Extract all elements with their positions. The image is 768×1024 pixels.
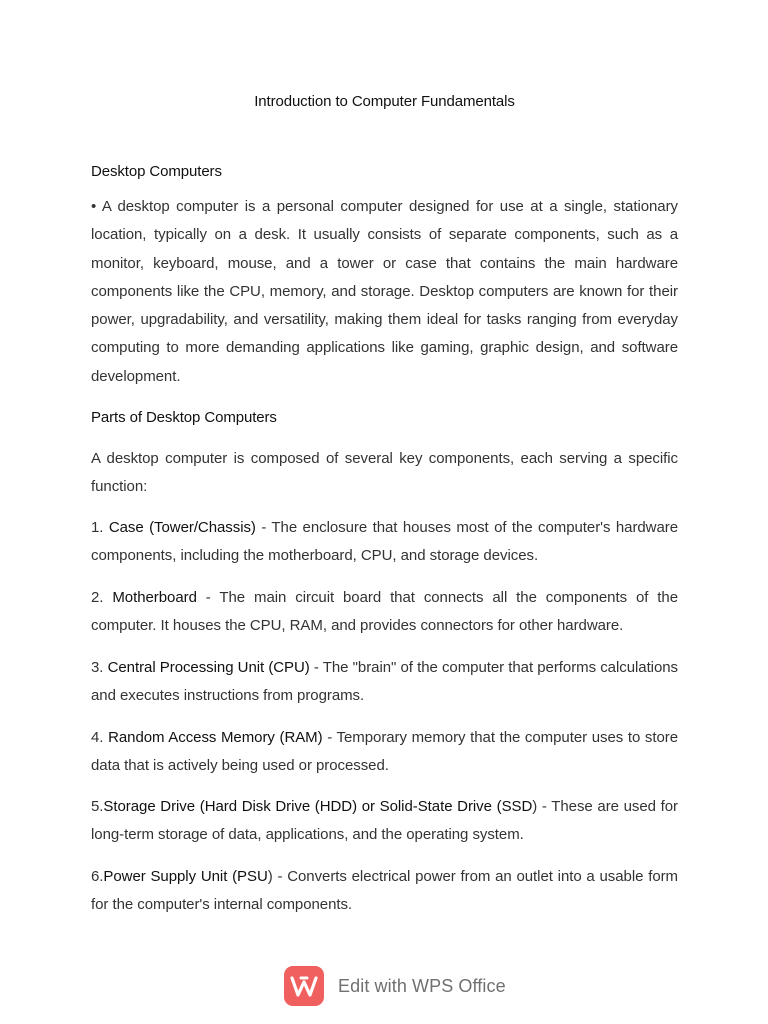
list-item-number: 3. xyxy=(91,659,104,676)
section-heading-desktop-computers: Desktop Computers xyxy=(91,163,222,180)
list-item-number: 1. xyxy=(91,519,104,536)
list-item-cpu xyxy=(91,654,678,711)
list-item-term: Central Processing Unit (CPU) xyxy=(107,659,310,676)
list-item-number: 2. xyxy=(91,589,104,606)
list-item-term: Storage Drive (Hard Disk Drive (HDD) or Solid-State Drive (SSD xyxy=(103,798,533,815)
section-heading-parts: Parts of Desktop Computers xyxy=(91,409,277,426)
list-item-term: Random Access Memory (RAM) xyxy=(108,729,323,746)
list-item-motherboard xyxy=(91,584,678,641)
list-item-description: ) - These are used for long-term storage of data, applications, and the operating system. xyxy=(91,798,678,844)
list-item-number: 6. xyxy=(91,868,104,885)
list-item-term: Case (Tower/Chassis) xyxy=(108,519,256,536)
wps-edit-banner[interactable] xyxy=(284,964,506,1008)
desktop-computers-paragraph: • A desktop computer is a personal computer designed for use at a single, stationary location, typically on a desk. It usually consists of separate components, such as a monitor, keyboard, mouse, and a tower or case that contains the main hardware components like the CPU, memory, and storage. Desktop computers are known for their power, upgradability, and versatility, making them ideal for tasks ranging from everyday computing to more demanding applications like gaming, graphic design, and software development. xyxy=(91,198,678,385)
list-item-description: - The enclosure that houses most of the computer's hardware components, including the motherboard, CPU, and storage devices. xyxy=(91,519,678,565)
list-item-psu xyxy=(91,863,678,920)
list-item-storage xyxy=(91,793,678,850)
list-item-term: Power Supply Unit (PSU xyxy=(103,868,268,885)
list-item-description: - The "brain" of the computer that performs calculations and executes instructions from programs. xyxy=(91,659,678,705)
list-item-case xyxy=(91,514,678,571)
list-item-description: ) - Converts electrical power from an outlet into a usable form for the computer's internal components. xyxy=(91,868,679,914)
list-item-number: 5. xyxy=(91,798,104,815)
list-item-description: - Temporary memory that the computer uses to store data that is actively being used or processed. xyxy=(91,729,678,775)
list-item-term: Motherboard xyxy=(112,589,197,606)
document-title: Introduction to Computer Fundamentals xyxy=(254,93,515,110)
parts-intro-paragraph: A desktop computer is composed of several key components, each serving a specific function: xyxy=(91,450,678,496)
wps-office-logo-icon xyxy=(284,966,324,1006)
list-item-number: 4. xyxy=(91,729,104,746)
list-item-ram xyxy=(91,724,678,781)
edit-with-wps-label: Edit with WPS Office xyxy=(338,975,506,996)
list-item-description: - The main circuit board that connects all the components of the computer. It houses the CPU, RAM, and provides connectors for other hardware. xyxy=(91,589,678,635)
